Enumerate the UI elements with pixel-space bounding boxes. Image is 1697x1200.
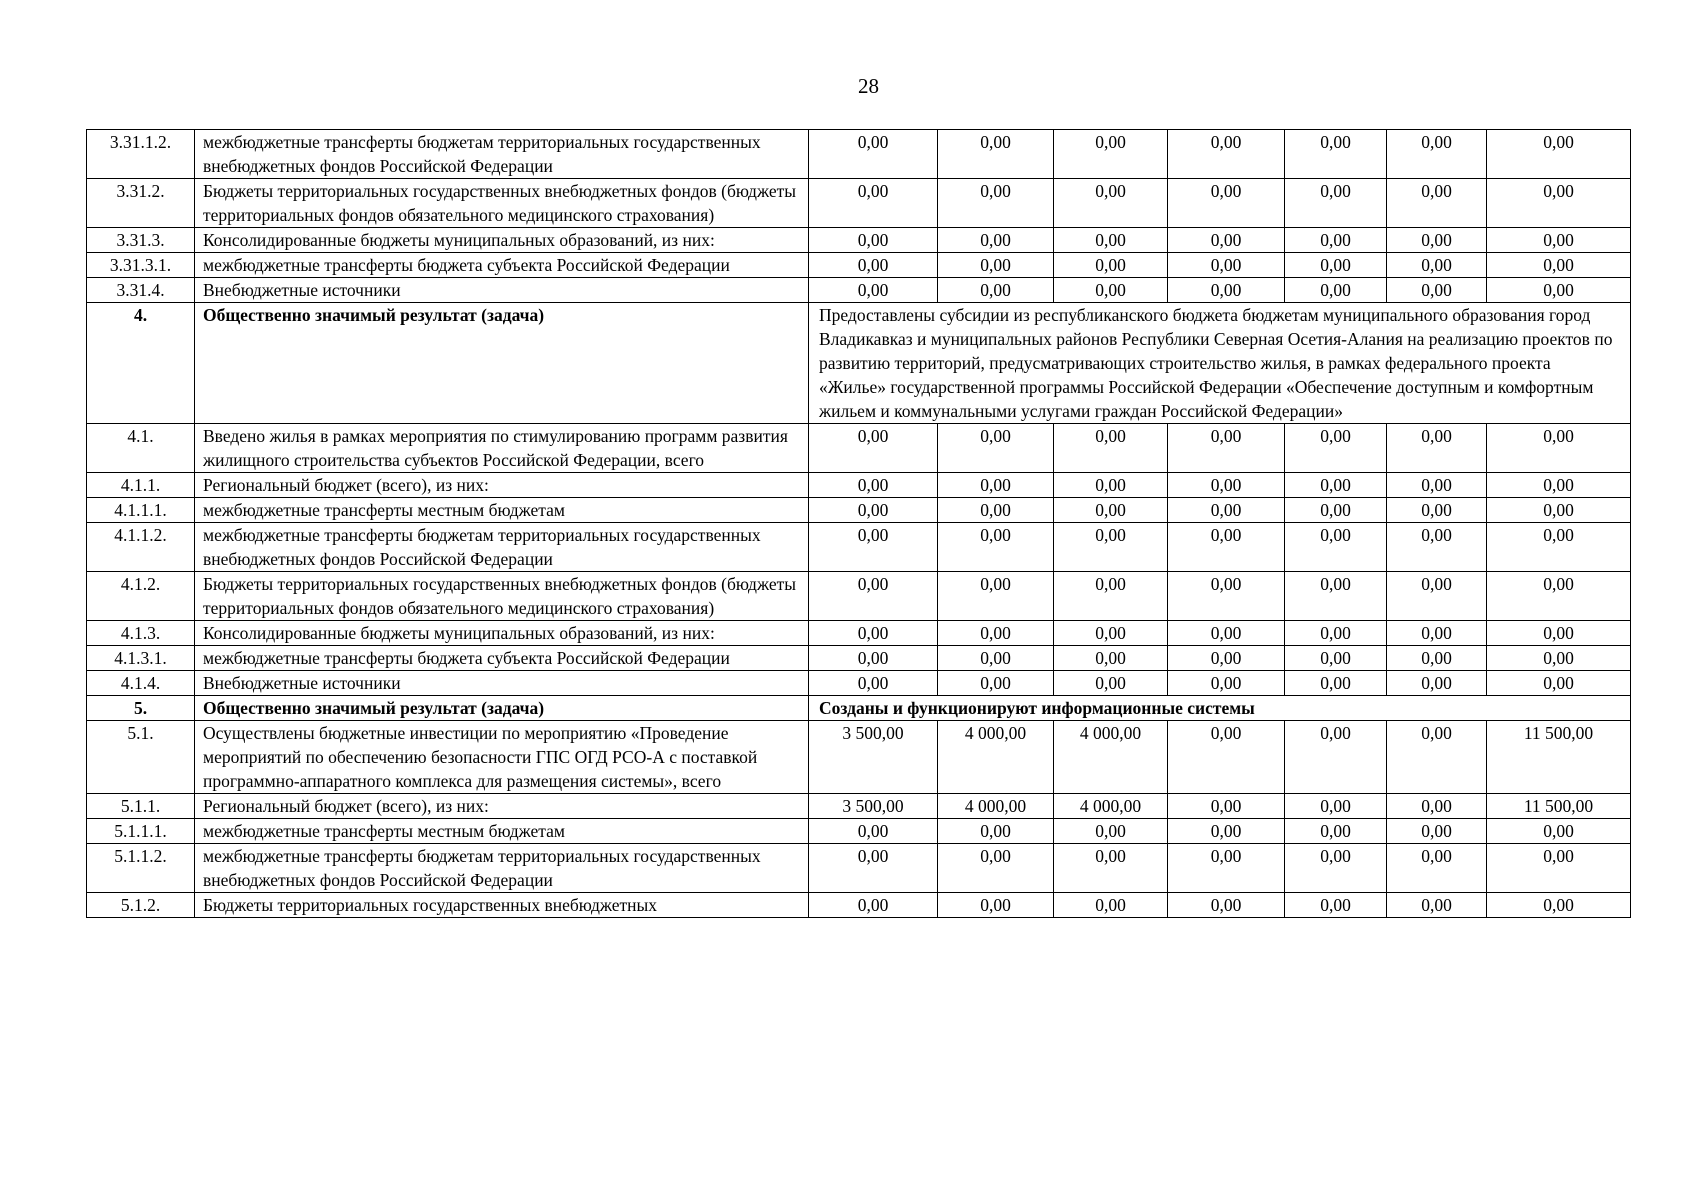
value-cell: 0,00 [1487, 893, 1631, 918]
value-cell: 0,00 [1168, 893, 1285, 918]
value-cell: 4 000,00 [938, 721, 1054, 794]
page-number: 28 [858, 74, 879, 98]
table-row [87, 523, 1631, 572]
value-cell: 0,00 [1387, 671, 1487, 696]
row-number: 5.1.1.1. [87, 819, 195, 844]
value-cell: 0,00 [1054, 523, 1168, 572]
value-cell: 0,00 [1387, 621, 1487, 646]
value-cell: 0,00 [938, 253, 1054, 278]
value-cell: 0,00 [809, 424, 938, 473]
value-cell: 0,00 [1054, 893, 1168, 918]
value-cell: 0,00 [809, 572, 938, 621]
value-cell: 0,00 [1054, 844, 1168, 893]
value-cell: 3 500,00 [809, 721, 938, 794]
value-cell: 4 000,00 [1054, 721, 1168, 794]
value-cell: 0,00 [1285, 473, 1387, 498]
value-cell: 0,00 [1168, 621, 1285, 646]
value-cell: 0,00 [1487, 523, 1631, 572]
value-cell: 11 500,00 [1487, 794, 1631, 819]
value-cell: 0,00 [1487, 130, 1631, 179]
row-number: 4.1. [87, 424, 195, 473]
value-cell: 0,00 [809, 498, 938, 523]
value-cell: 0,00 [1387, 794, 1487, 819]
value-cell: 0,00 [1387, 523, 1487, 572]
task-title: Общественно значимый результат (задача) [195, 696, 809, 721]
value-cell: 0,00 [1168, 179, 1285, 228]
row-name: межбюджетные трансферты бюджета субъекта Российской Федерации [195, 253, 809, 278]
value-cell: 0,00 [1387, 179, 1487, 228]
value-cell: 0,00 [1387, 498, 1487, 523]
row-name: Внебюджетные источники [195, 671, 809, 696]
value-cell: 0,00 [1387, 893, 1487, 918]
value-cell: 0,00 [1487, 179, 1631, 228]
value-cell: 0,00 [1285, 621, 1387, 646]
row-name: Консолидированные бюджеты муниципальных образований, из них: [195, 228, 809, 253]
value-cell: 0,00 [809, 671, 938, 696]
row-name: Осуществлены бюджетные инвестиции по мероприятию «Проведение мероприятий по обеспечению безопасности ГПС ОГД РСО-А с поставкой программно-аппаратного комплекса для размещения системы», всего [195, 721, 809, 794]
table-row [87, 572, 1631, 621]
table-row [87, 278, 1631, 303]
value-cell: 0,00 [1054, 228, 1168, 253]
value-cell: 0,00 [1285, 228, 1387, 253]
row-name: Бюджеты территориальных государственных внебюджетных фондов (бюджеты территориальных фондов обязательного медицинского страхования) [195, 179, 809, 228]
task-description: Созданы и функционируют информационные системы [809, 696, 1631, 721]
value-cell: 0,00 [1168, 671, 1285, 696]
value-cell: 0,00 [1054, 671, 1168, 696]
value-cell: 0,00 [809, 278, 938, 303]
value-cell: 0,00 [1387, 424, 1487, 473]
value-cell: 0,00 [1487, 572, 1631, 621]
table-row [87, 228, 1631, 253]
task-row [87, 303, 1631, 424]
row-name: межбюджетные трансферты местным бюджетам [195, 819, 809, 844]
row-number: 3.31.2. [87, 179, 195, 228]
table-row [87, 646, 1631, 671]
value-cell: 0,00 [1054, 646, 1168, 671]
row-number: 5.1.1. [87, 794, 195, 819]
value-cell: 0,00 [1285, 278, 1387, 303]
value-cell: 0,00 [1285, 572, 1387, 621]
value-cell: 0,00 [938, 228, 1054, 253]
table-row [87, 794, 1631, 819]
value-cell: 0,00 [1487, 473, 1631, 498]
value-cell: 0,00 [1387, 721, 1487, 794]
value-cell: 3 500,00 [809, 794, 938, 819]
value-cell: 0,00 [1387, 130, 1487, 179]
value-cell: 0,00 [1054, 179, 1168, 228]
value-cell: 0,00 [1487, 424, 1631, 473]
value-cell: 0,00 [1387, 572, 1487, 621]
value-cell: 0,00 [1285, 794, 1387, 819]
value-cell: 0,00 [1054, 473, 1168, 498]
value-cell: 0,00 [1168, 130, 1285, 179]
value-cell: 0,00 [938, 523, 1054, 572]
row-number: 4. [87, 303, 195, 424]
value-cell: 0,00 [809, 621, 938, 646]
value-cell: 0,00 [1168, 721, 1285, 794]
value-cell: 0,00 [809, 844, 938, 893]
value-cell: 0,00 [1285, 646, 1387, 671]
value-cell: 0,00 [809, 893, 938, 918]
value-cell: 0,00 [1168, 228, 1285, 253]
value-cell: 0,00 [938, 621, 1054, 646]
row-name: межбюджетные трансферты бюджетам территориальных государственных внебюджетных фондов Российской Федерации [195, 844, 809, 893]
value-cell: 0,00 [938, 671, 1054, 696]
value-cell: 0,00 [1487, 671, 1631, 696]
value-cell: 0,00 [1168, 794, 1285, 819]
value-cell: 4 000,00 [938, 794, 1054, 819]
value-cell: 0,00 [1054, 498, 1168, 523]
row-number: 5. [87, 696, 195, 721]
row-number: 4.1.1.1. [87, 498, 195, 523]
value-cell: 0,00 [1285, 721, 1387, 794]
value-cell: 0,00 [1387, 844, 1487, 893]
value-cell: 0,00 [1054, 130, 1168, 179]
value-cell: 0,00 [1487, 498, 1631, 523]
row-name: межбюджетные трансферты бюджета субъекта Российской Федерации [195, 646, 809, 671]
row-name: межбюджетные трансферты местным бюджетам [195, 498, 809, 523]
value-cell: 0,00 [1285, 130, 1387, 179]
table-row [87, 621, 1631, 646]
value-cell: 0,00 [809, 228, 938, 253]
value-cell: 0,00 [809, 819, 938, 844]
value-cell: 0,00 [938, 646, 1054, 671]
value-cell: 0,00 [1168, 424, 1285, 473]
row-number: 4.1.1. [87, 473, 195, 498]
table-row [87, 130, 1631, 179]
table-row [87, 498, 1631, 523]
table-row [87, 819, 1631, 844]
table-row [87, 253, 1631, 278]
row-name: Региональный бюджет (всего), из них: [195, 794, 809, 819]
value-cell: 0,00 [1054, 572, 1168, 621]
row-name: межбюджетные трансферты бюджетам территориальных государственных внебюджетных фондов Российской Федерации [195, 130, 809, 179]
value-cell: 0,00 [1285, 671, 1387, 696]
value-cell: 11 500,00 [1487, 721, 1631, 794]
row-name: межбюджетные трансферты бюджетам территориальных государственных внебюджетных фондов Российской Федерации [195, 523, 809, 572]
value-cell: 0,00 [1387, 646, 1487, 671]
value-cell: 4 000,00 [1054, 794, 1168, 819]
value-cell: 0,00 [809, 473, 938, 498]
value-cell: 0,00 [1168, 498, 1285, 523]
value-cell: 0,00 [938, 819, 1054, 844]
row-number: 5.1. [87, 721, 195, 794]
row-number: 4.1.2. [87, 572, 195, 621]
row-name: Внебюджетные источники [195, 278, 809, 303]
row-number: 4.1.3.1. [87, 646, 195, 671]
value-cell: 0,00 [1054, 424, 1168, 473]
value-cell: 0,00 [809, 253, 938, 278]
table-row [87, 179, 1631, 228]
row-number: 5.1.2. [87, 893, 195, 918]
value-cell: 0,00 [1487, 621, 1631, 646]
value-cell: 0,00 [1285, 819, 1387, 844]
task-description: Предоставлены субсидии из республиканского бюджета бюджетам муниципального образования город Владикавказ и муниципальных районов Республики Северная Осетия-Алания на реализацию проектов по развитию территорий, предусматривающих строительство жилья, в рамках федерального проекта «Жилье» государственной программы Российской Федерации «Обеспечение доступным и комфортным жильем и коммунальными услугами граждан Российской Федерации» [809, 303, 1631, 424]
value-cell: 0,00 [1054, 278, 1168, 303]
row-name: Бюджеты территориальных государственных внебюджетных [195, 893, 809, 918]
value-cell: 0,00 [1487, 819, 1631, 844]
value-cell: 0,00 [1487, 228, 1631, 253]
row-number: 4.1.3. [87, 621, 195, 646]
row-name: Консолидированные бюджеты муниципальных образований, из них: [195, 621, 809, 646]
value-cell: 0,00 [1168, 572, 1285, 621]
table-row [87, 893, 1631, 918]
table-row [87, 671, 1631, 696]
value-cell: 0,00 [938, 278, 1054, 303]
row-number: 3.31.1.2. [87, 130, 195, 179]
value-cell: 0,00 [938, 498, 1054, 523]
table-row [87, 424, 1631, 473]
task-title: Общественно значимый результат (задача) [195, 303, 809, 424]
row-number: 5.1.1.2. [87, 844, 195, 893]
value-cell: 0,00 [1168, 253, 1285, 278]
row-number: 4.1.4. [87, 671, 195, 696]
value-cell: 0,00 [1487, 253, 1631, 278]
row-name: Региональный бюджет (всего), из них: [195, 473, 809, 498]
value-cell: 0,00 [938, 473, 1054, 498]
value-cell: 0,00 [1285, 253, 1387, 278]
value-cell: 0,00 [938, 130, 1054, 179]
row-number: 4.1.1.2. [87, 523, 195, 572]
budget-table [86, 129, 1631, 918]
value-cell: 0,00 [1387, 819, 1487, 844]
table-row [87, 844, 1631, 893]
value-cell: 0,00 [1054, 819, 1168, 844]
value-cell: 0,00 [1168, 844, 1285, 893]
value-cell: 0,00 [1285, 498, 1387, 523]
value-cell: 0,00 [1285, 523, 1387, 572]
value-cell: 0,00 [1487, 646, 1631, 671]
row-name: Бюджеты территориальных государственных внебюджетных фондов (бюджеты территориальных фондов обязательного медицинского страхования) [195, 572, 809, 621]
value-cell: 0,00 [1387, 278, 1487, 303]
value-cell: 0,00 [1387, 228, 1487, 253]
value-cell: 0,00 [1387, 253, 1487, 278]
value-cell: 0,00 [809, 130, 938, 179]
value-cell: 0,00 [1487, 844, 1631, 893]
row-number: 3.31.4. [87, 278, 195, 303]
value-cell: 0,00 [938, 844, 1054, 893]
table-row [87, 721, 1631, 794]
value-cell: 0,00 [1285, 844, 1387, 893]
value-cell: 0,00 [809, 646, 938, 671]
value-cell: 0,00 [938, 424, 1054, 473]
value-cell: 0,00 [938, 572, 1054, 621]
value-cell: 0,00 [938, 179, 1054, 228]
value-cell: 0,00 [1487, 278, 1631, 303]
value-cell: 0,00 [1054, 253, 1168, 278]
value-cell: 0,00 [1285, 179, 1387, 228]
value-cell: 0,00 [1285, 893, 1387, 918]
value-cell: 0,00 [938, 893, 1054, 918]
value-cell: 0,00 [1387, 473, 1487, 498]
value-cell: 0,00 [1168, 473, 1285, 498]
value-cell: 0,00 [1285, 424, 1387, 473]
table-body [87, 130, 1631, 918]
row-name: Введено жилья в рамках мероприятия по стимулированию программ развития жилищного строительства субъектов Российской Федерации, всего [195, 424, 809, 473]
table-row [87, 473, 1631, 498]
row-number: 3.31.3. [87, 228, 195, 253]
value-cell: 0,00 [809, 179, 938, 228]
task-row [87, 696, 1631, 721]
value-cell: 0,00 [1168, 278, 1285, 303]
value-cell: 0,00 [1168, 819, 1285, 844]
value-cell: 0,00 [809, 523, 938, 572]
value-cell: 0,00 [1054, 621, 1168, 646]
value-cell: 0,00 [1168, 523, 1285, 572]
row-number: 3.31.3.1. [87, 253, 195, 278]
value-cell: 0,00 [1168, 646, 1285, 671]
